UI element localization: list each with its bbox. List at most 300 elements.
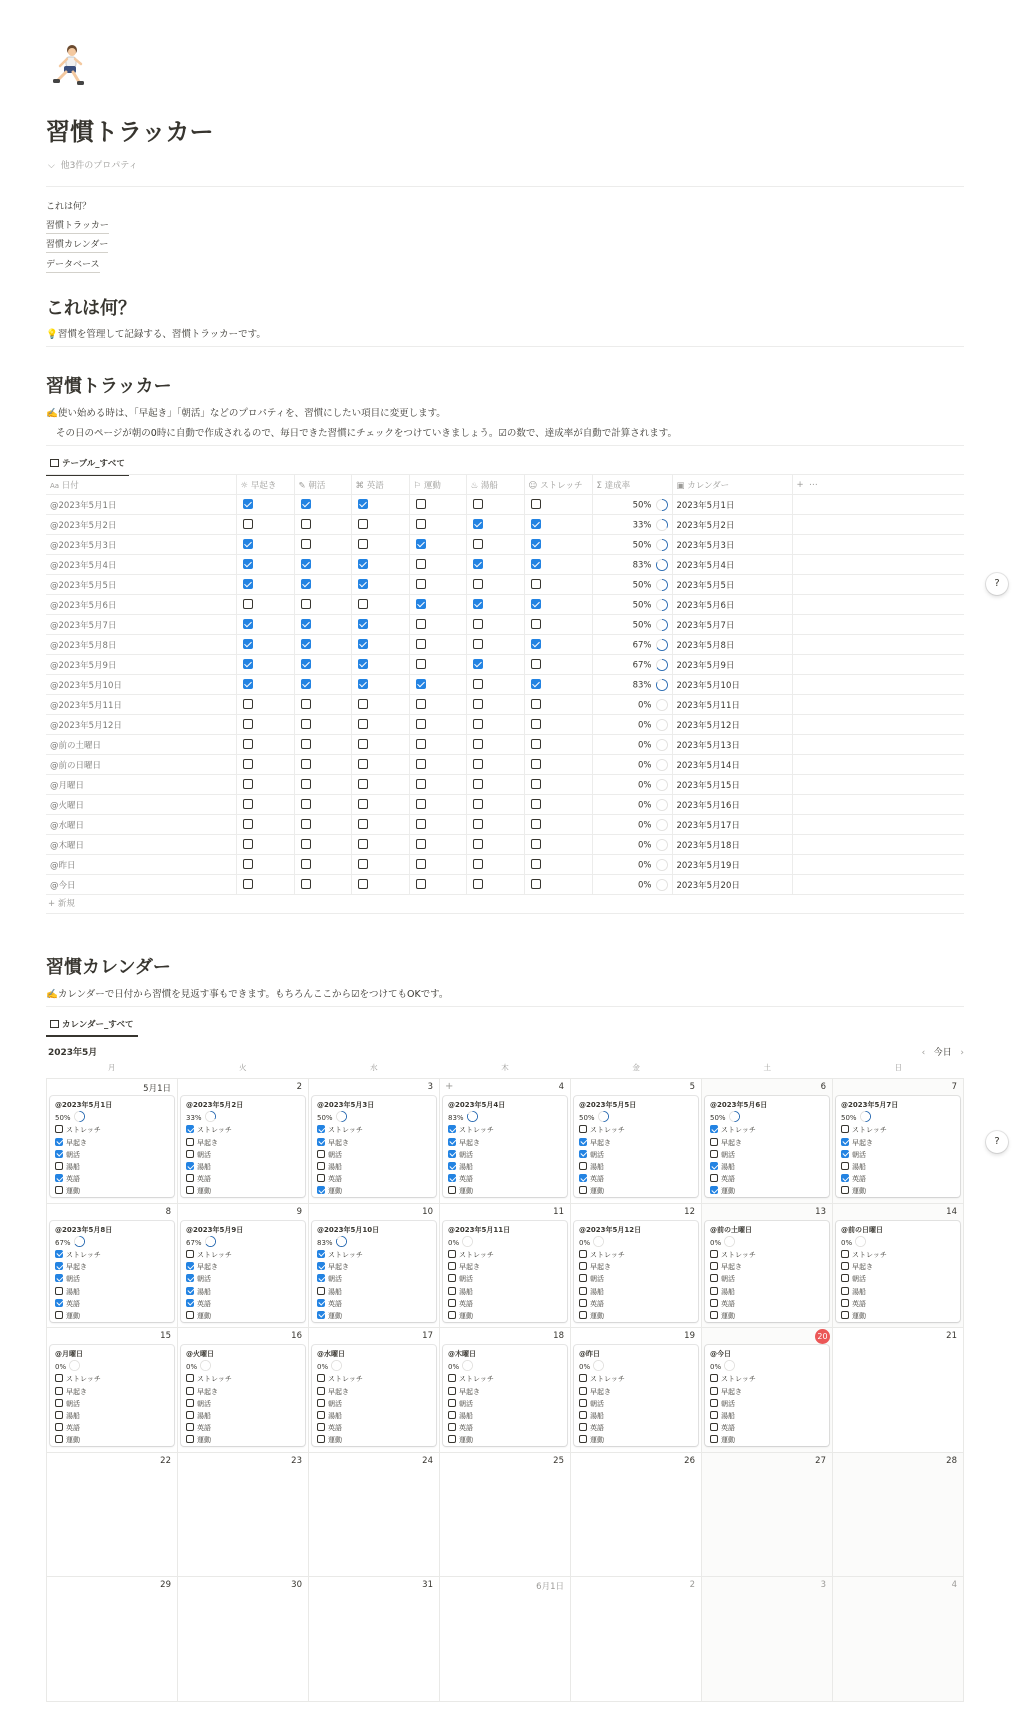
checkbox[interactable] <box>317 1162 325 1170</box>
checkbox-cell[interactable] <box>236 695 294 715</box>
calendar-date-cell[interactable]: 2023年5月20日 <box>672 875 792 895</box>
checkbox-cell[interactable] <box>351 555 409 575</box>
checkbox-cell[interactable] <box>466 855 524 875</box>
checkbox[interactable] <box>186 1374 194 1382</box>
checkbox-cell[interactable] <box>466 575 524 595</box>
checkbox-cell[interactable] <box>236 595 294 615</box>
checkbox[interactable] <box>448 1150 456 1158</box>
checkbox-cell[interactable] <box>409 535 466 555</box>
checkbox[interactable] <box>531 819 541 829</box>
checkbox[interactable] <box>579 1423 587 1431</box>
checkbox[interactable] <box>243 739 253 749</box>
new-row-button[interactable]: + 新規 <box>48 899 75 909</box>
properties-toggle[interactable] <box>48 158 138 171</box>
calendar-date-cell[interactable]: 2023年5月9日 <box>672 655 792 675</box>
checkbox[interactable] <box>710 1387 718 1395</box>
checkbox-cell[interactable] <box>351 735 409 755</box>
checkbox[interactable] <box>317 1250 325 1258</box>
checkbox[interactable] <box>243 659 253 669</box>
more-icon[interactable]: ⋯ <box>809 479 818 490</box>
checkbox[interactable] <box>358 699 368 709</box>
checkbox-cell[interactable] <box>294 775 351 795</box>
checkbox-cell[interactable] <box>294 755 351 775</box>
checkbox[interactable] <box>448 1374 456 1382</box>
calendar-day[interactable] <box>571 1204 702 1329</box>
checkbox[interactable] <box>473 699 483 709</box>
checkbox[interactable] <box>448 1125 456 1133</box>
calendar-day[interactable] <box>47 1577 178 1702</box>
checkbox-cell[interactable] <box>524 835 592 855</box>
calendar-card[interactable] <box>574 1096 698 1197</box>
calendar-day[interactable] <box>702 1204 833 1329</box>
calendar-date-cell[interactable]: 2023年5月17日 <box>672 815 792 835</box>
checkbox[interactable] <box>358 499 368 509</box>
checkbox[interactable] <box>301 559 311 569</box>
calendar-day[interactable] <box>309 1453 440 1578</box>
column-header-english[interactable]: ⌘ 英語 <box>351 475 409 495</box>
calendar-date-cell[interactable]: 2023年5月15日 <box>672 775 792 795</box>
calendar-card[interactable] <box>181 1345 305 1446</box>
checkbox[interactable] <box>416 579 426 589</box>
checkbox[interactable] <box>531 619 541 629</box>
checkbox[interactable] <box>448 1186 456 1194</box>
checkbox[interactable] <box>55 1162 63 1170</box>
checkbox-cell[interactable] <box>524 715 592 735</box>
checkbox-cell[interactable] <box>294 615 351 635</box>
date-cell[interactable]: @2023年5月3日 <box>46 535 236 555</box>
checkbox[interactable] <box>531 699 541 709</box>
checkbox[interactable] <box>579 1411 587 1419</box>
checkbox[interactable] <box>186 1311 194 1319</box>
checkbox[interactable] <box>243 579 253 589</box>
checkbox[interactable] <box>531 579 541 589</box>
toc-item-about[interactable]: これは何？ <box>46 202 92 212</box>
checkbox-cell[interactable] <box>409 675 466 695</box>
checkbox[interactable] <box>473 719 483 729</box>
checkbox-cell[interactable] <box>294 675 351 695</box>
checkbox-cell[interactable] <box>409 575 466 595</box>
checkbox-cell[interactable] <box>524 595 592 615</box>
checkbox[interactable] <box>55 1374 63 1382</box>
calendar-day[interactable] <box>178 1453 309 1578</box>
checkbox[interactable] <box>317 1399 325 1407</box>
table-row[interactable] <box>46 555 964 575</box>
checkbox-cell[interactable] <box>294 795 351 815</box>
checkbox[interactable] <box>317 1411 325 1419</box>
checkbox[interactable] <box>186 1186 194 1194</box>
checkbox[interactable] <box>710 1299 718 1307</box>
checkbox[interactable] <box>448 1287 456 1295</box>
checkbox[interactable] <box>841 1125 849 1133</box>
column-header-stretch[interactable]: ☺ ストレッチ <box>524 475 592 495</box>
date-cell[interactable]: @2023年5月6日 <box>46 595 236 615</box>
checkbox[interactable] <box>531 779 541 789</box>
checkbox-cell[interactable] <box>524 575 592 595</box>
table-row[interactable] <box>46 755 964 775</box>
checkbox-cell[interactable] <box>409 875 466 895</box>
checkbox[interactable] <box>186 1387 194 1395</box>
checkbox[interactable] <box>186 1174 194 1182</box>
calendar-day[interactable] <box>833 1328 964 1453</box>
calendar-date-cell[interactable]: 2023年5月19日 <box>672 855 792 875</box>
calendar-date-cell[interactable]: 2023年5月16日 <box>672 795 792 815</box>
calendar-card[interactable] <box>836 1221 960 1322</box>
checkbox[interactable] <box>317 1311 325 1319</box>
checkbox-cell[interactable] <box>524 535 592 555</box>
checkbox-cell[interactable] <box>524 635 592 655</box>
checkbox-cell[interactable] <box>351 635 409 655</box>
column-header-early-rise[interactable]: ☼ 早起き <box>236 475 294 495</box>
table-row[interactable] <box>46 855 964 875</box>
checkbox[interactable] <box>579 1387 587 1395</box>
date-cell[interactable]: @2023年5月7日 <box>46 615 236 635</box>
checkbox[interactable] <box>358 639 368 649</box>
checkbox[interactable] <box>579 1186 587 1194</box>
calendar-card[interactable] <box>50 1221 174 1322</box>
checkbox[interactable] <box>317 1186 325 1194</box>
checkbox[interactable] <box>358 619 368 629</box>
checkbox[interactable] <box>416 619 426 629</box>
checkbox[interactable] <box>243 839 253 849</box>
calendar-day[interactable] <box>47 1453 178 1578</box>
table-row[interactable] <box>46 875 964 895</box>
checkbox[interactable] <box>55 1399 63 1407</box>
checkbox[interactable] <box>579 1399 587 1407</box>
checkbox-cell[interactable] <box>524 695 592 715</box>
checkbox[interactable] <box>531 679 541 689</box>
checkbox[interactable] <box>317 1274 325 1282</box>
checkbox[interactable] <box>186 1262 194 1270</box>
checkbox-cell[interactable] <box>409 555 466 575</box>
checkbox-cell[interactable] <box>236 875 294 895</box>
date-cell[interactable]: @木曜日 <box>46 835 236 855</box>
checkbox[interactable] <box>579 1287 587 1295</box>
checkbox[interactable] <box>301 659 311 669</box>
chevron-right-icon[interactable]: › <box>960 1048 964 1058</box>
checkbox-cell[interactable] <box>294 735 351 755</box>
checkbox-cell[interactable] <box>466 495 524 515</box>
calendar-card[interactable] <box>50 1345 174 1446</box>
checkbox[interactable] <box>301 619 311 629</box>
toc-item-tracker[interactable]: 習慣トラッカー <box>46 219 109 234</box>
checkbox[interactable] <box>579 1250 587 1258</box>
checkbox-cell[interactable] <box>409 655 466 675</box>
checkbox[interactable] <box>301 759 311 769</box>
checkbox-cell[interactable] <box>236 515 294 535</box>
checkbox[interactable] <box>416 519 426 529</box>
checkbox[interactable] <box>579 1311 587 1319</box>
checkbox[interactable] <box>243 719 253 729</box>
checkbox[interactable] <box>186 1411 194 1419</box>
calendar-card[interactable] <box>574 1345 698 1446</box>
table-row[interactable] <box>46 495 964 515</box>
calendar-day[interactable] <box>309 1577 440 1702</box>
checkbox[interactable] <box>55 1125 63 1133</box>
checkbox-cell[interactable] <box>409 495 466 515</box>
calendar-day[interactable] <box>571 1328 702 1453</box>
checkbox[interactable] <box>358 599 368 609</box>
calendar-day[interactable] <box>178 1577 309 1702</box>
checkbox-cell[interactable] <box>409 595 466 615</box>
date-cell[interactable]: @水曜日 <box>46 815 236 835</box>
checkbox[interactable] <box>473 779 483 789</box>
checkbox[interactable] <box>301 699 311 709</box>
checkbox[interactable] <box>358 519 368 529</box>
checkbox[interactable] <box>301 859 311 869</box>
checkbox[interactable] <box>243 619 253 629</box>
calendar-date-cell[interactable]: 2023年5月8日 <box>672 635 792 655</box>
checkbox-cell[interactable] <box>351 595 409 615</box>
calendar-card[interactable] <box>181 1221 305 1322</box>
checkbox-cell[interactable] <box>466 595 524 615</box>
table-row[interactable] <box>46 615 964 635</box>
checkbox[interactable] <box>416 639 426 649</box>
calendar-day[interactable] <box>440 1453 571 1578</box>
calendar-card[interactable] <box>705 1096 829 1197</box>
calendar-card[interactable] <box>312 1221 436 1322</box>
checkbox-cell[interactable] <box>466 755 524 775</box>
checkbox[interactable] <box>531 839 541 849</box>
checkbox[interactable] <box>416 739 426 749</box>
checkbox[interactable] <box>473 619 483 629</box>
checkbox-cell[interactable] <box>236 775 294 795</box>
checkbox-cell[interactable] <box>294 595 351 615</box>
table-row[interactable] <box>46 795 964 815</box>
checkbox[interactable] <box>301 719 311 729</box>
checkbox[interactable] <box>841 1162 849 1170</box>
checkbox-cell[interactable] <box>351 815 409 835</box>
checkbox[interactable] <box>841 1311 849 1319</box>
checkbox-cell[interactable] <box>236 615 294 635</box>
checkbox[interactable] <box>448 1387 456 1395</box>
checkbox[interactable] <box>243 879 253 889</box>
checkbox-cell[interactable] <box>466 635 524 655</box>
checkbox[interactable] <box>186 1299 194 1307</box>
checkbox[interactable] <box>358 579 368 589</box>
checkbox[interactable] <box>416 839 426 849</box>
chevron-left-icon[interactable]: ‹ <box>921 1048 926 1058</box>
calendar-date-cell[interactable]: 2023年5月6日 <box>672 595 792 615</box>
checkbox[interactable] <box>358 759 368 769</box>
checkbox[interactable] <box>473 759 483 769</box>
checkbox[interactable] <box>473 519 483 529</box>
date-cell[interactable]: @2023年5月11日 <box>46 695 236 715</box>
checkbox[interactable] <box>841 1186 849 1194</box>
checkbox[interactable] <box>710 1162 718 1170</box>
view-tab-table-all[interactable] <box>46 454 129 476</box>
checkbox[interactable] <box>243 759 253 769</box>
checkbox-cell[interactable] <box>351 835 409 855</box>
checkbox-cell[interactable] <box>294 555 351 575</box>
checkbox-cell[interactable] <box>466 835 524 855</box>
checkbox[interactable] <box>473 819 483 829</box>
checkbox[interactable] <box>710 1411 718 1419</box>
checkbox[interactable] <box>710 1250 718 1258</box>
checkbox[interactable] <box>841 1299 849 1307</box>
checkbox[interactable] <box>448 1311 456 1319</box>
table-row[interactable] <box>46 575 964 595</box>
checkbox[interactable] <box>531 739 541 749</box>
checkbox[interactable] <box>710 1174 718 1182</box>
checkbox[interactable] <box>531 859 541 869</box>
calendar-day[interactable] <box>440 1079 571 1204</box>
checkbox[interactable] <box>186 1287 194 1295</box>
checkbox[interactable] <box>55 1250 63 1258</box>
checkbox-cell[interactable] <box>351 715 409 735</box>
column-header-actions[interactable] <box>792 475 964 495</box>
calendar-day[interactable] <box>47 1079 178 1204</box>
today-button[interactable]: 今日 <box>933 1048 952 1058</box>
checkbox[interactable] <box>473 559 483 569</box>
calendar-date-cell[interactable]: 2023年5月7日 <box>672 615 792 635</box>
checkbox-cell[interactable] <box>466 695 524 715</box>
checkbox[interactable] <box>317 1374 325 1382</box>
checkbox[interactable] <box>531 599 541 609</box>
checkbox[interactable] <box>186 1399 194 1407</box>
table-row[interactable] <box>46 835 964 855</box>
checkbox-cell[interactable] <box>351 875 409 895</box>
checkbox[interactable] <box>317 1435 325 1443</box>
checkbox-cell[interactable] <box>409 695 466 715</box>
checkbox[interactable] <box>473 659 483 669</box>
checkbox-cell[interactable] <box>466 535 524 555</box>
checkbox[interactable] <box>710 1138 718 1146</box>
calendar-day[interactable] <box>702 1079 833 1204</box>
checkbox[interactable] <box>473 539 483 549</box>
checkbox[interactable] <box>416 499 426 509</box>
checkbox[interactable] <box>531 519 541 529</box>
checkbox[interactable] <box>473 499 483 509</box>
checkbox[interactable] <box>55 1287 63 1295</box>
checkbox-cell[interactable] <box>236 835 294 855</box>
checkbox[interactable] <box>841 1250 849 1258</box>
checkbox[interactable] <box>841 1138 849 1146</box>
checkbox-cell[interactable] <box>294 695 351 715</box>
checkbox[interactable] <box>841 1262 849 1270</box>
checkbox[interactable] <box>301 779 311 789</box>
checkbox[interactable] <box>243 639 253 649</box>
checkbox[interactable] <box>448 1250 456 1258</box>
checkbox[interactable] <box>186 1274 194 1282</box>
checkbox[interactable] <box>243 599 253 609</box>
checkbox[interactable] <box>301 679 311 689</box>
checkbox[interactable] <box>55 1411 63 1419</box>
checkbox[interactable] <box>358 659 368 669</box>
checkbox[interactable] <box>473 599 483 609</box>
checkbox[interactable] <box>531 639 541 649</box>
checkbox-cell[interactable] <box>409 615 466 635</box>
date-cell[interactable]: @火曜日 <box>46 795 236 815</box>
calendar-day[interactable] <box>440 1204 571 1329</box>
checkbox[interactable] <box>448 1138 456 1146</box>
checkbox[interactable] <box>358 879 368 889</box>
calendar-day[interactable] <box>47 1204 178 1329</box>
checkbox[interactable] <box>579 1299 587 1307</box>
checkbox[interactable] <box>531 539 541 549</box>
checkbox[interactable] <box>473 839 483 849</box>
checkbox-cell[interactable] <box>351 675 409 695</box>
table-row[interactable] <box>46 535 964 555</box>
checkbox[interactable] <box>243 779 253 789</box>
checkbox-cell[interactable] <box>351 575 409 595</box>
checkbox-cell[interactable] <box>466 555 524 575</box>
calendar-day[interactable] <box>571 1453 702 1578</box>
calendar-card[interactable] <box>443 1221 567 1322</box>
checkbox[interactable] <box>473 859 483 869</box>
checkbox[interactable] <box>416 599 426 609</box>
checkbox-cell[interactable] <box>524 795 592 815</box>
checkbox[interactable] <box>579 1125 587 1133</box>
checkbox-cell[interactable] <box>409 515 466 535</box>
checkbox[interactable] <box>416 879 426 889</box>
checkbox[interactable] <box>55 1311 63 1319</box>
checkbox[interactable] <box>243 559 253 569</box>
checkbox[interactable] <box>710 1150 718 1158</box>
table-row[interactable] <box>46 675 964 695</box>
checkbox[interactable] <box>448 1299 456 1307</box>
checkbox[interactable] <box>186 1250 194 1258</box>
checkbox[interactable] <box>710 1262 718 1270</box>
checkbox[interactable] <box>55 1274 63 1282</box>
checkbox[interactable] <box>317 1423 325 1431</box>
checkbox[interactable] <box>473 739 483 749</box>
checkbox-cell[interactable] <box>351 755 409 775</box>
date-cell[interactable]: @2023年5月2日 <box>46 515 236 535</box>
checkbox[interactable] <box>531 559 541 569</box>
calendar-date-cell[interactable]: 2023年5月4日 <box>672 555 792 575</box>
checkbox[interactable] <box>710 1435 718 1443</box>
calendar-card[interactable] <box>181 1096 305 1197</box>
checkbox[interactable] <box>358 779 368 789</box>
checkbox[interactable] <box>243 859 253 869</box>
checkbox[interactable] <box>317 1174 325 1182</box>
help-button[interactable]: ? <box>986 1131 1008 1153</box>
checkbox[interactable] <box>317 1125 325 1133</box>
table-row[interactable] <box>46 655 964 675</box>
checkbox[interactable] <box>579 1374 587 1382</box>
checkbox[interactable] <box>301 839 311 849</box>
calendar-day[interactable] <box>178 1328 309 1453</box>
calendar-day[interactable] <box>440 1577 571 1702</box>
checkbox-cell[interactable] <box>351 615 409 635</box>
checkbox-cell[interactable] <box>409 735 466 755</box>
checkbox-cell[interactable] <box>351 535 409 555</box>
calendar-day[interactable] <box>833 1577 964 1702</box>
checkbox[interactable] <box>55 1435 63 1443</box>
date-cell[interactable]: @2023年5月8日 <box>46 635 236 655</box>
checkbox[interactable] <box>416 699 426 709</box>
checkbox[interactable] <box>531 759 541 769</box>
checkbox-cell[interactable] <box>294 855 351 875</box>
column-header-exercise[interactable]: ⚐ 運動 <box>409 475 466 495</box>
checkbox[interactable] <box>531 719 541 729</box>
checkbox-cell[interactable] <box>294 715 351 735</box>
table-row[interactable] <box>46 515 964 535</box>
checkbox-cell[interactable] <box>294 835 351 855</box>
add-page-icon[interactable]: + <box>445 1081 454 1092</box>
checkbox-cell[interactable] <box>524 855 592 875</box>
checkbox-cell[interactable] <box>524 815 592 835</box>
checkbox-cell[interactable] <box>236 755 294 775</box>
date-cell[interactable]: @前の土曜日 <box>46 735 236 755</box>
checkbox-cell[interactable] <box>524 515 592 535</box>
date-cell[interactable]: @2023年5月10日 <box>46 675 236 695</box>
checkbox[interactable] <box>448 1423 456 1431</box>
calendar-card[interactable] <box>312 1345 436 1446</box>
checkbox[interactable] <box>243 519 253 529</box>
table-row[interactable] <box>46 595 964 615</box>
checkbox[interactable] <box>531 499 541 509</box>
